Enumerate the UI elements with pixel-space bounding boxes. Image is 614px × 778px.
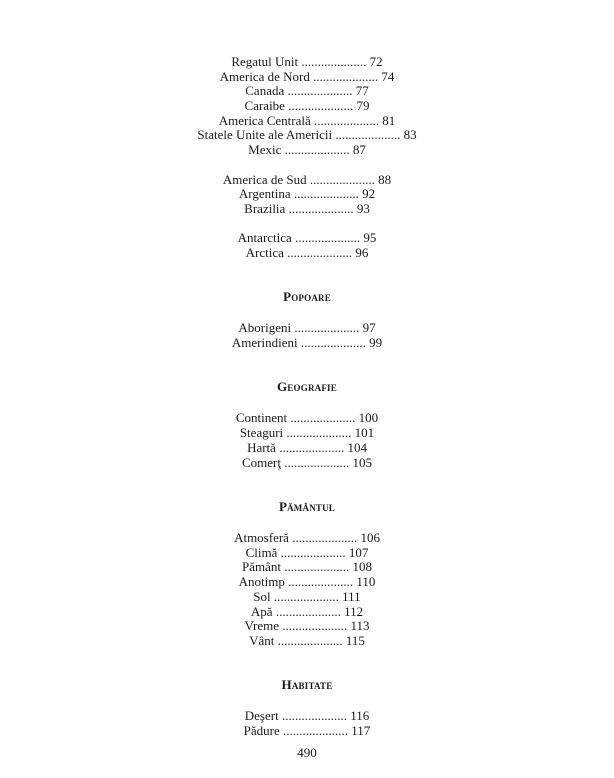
index-entry (0, 530, 614, 545)
index-entry (0, 127, 614, 142)
index-entry (0, 455, 614, 470)
entry-leader: .................... (293, 186, 359, 201)
entry-page: 99 (369, 335, 383, 350)
entry-leader: .................... (290, 410, 356, 425)
entry-name: Apă (250, 604, 273, 619)
entry-leader: .................... (301, 54, 367, 69)
entry-name: Comerţ (242, 455, 281, 470)
entry-name: Arctica (245, 245, 284, 260)
entry-name: Climă (245, 545, 278, 560)
index-entry (0, 633, 614, 648)
entry-page: 117 (351, 723, 371, 738)
entry-name: Aborigeni (238, 320, 292, 335)
entry-page: 97 (362, 320, 376, 335)
entry-page: 116 (350, 708, 370, 723)
entry-name: Regatul Unit (231, 54, 299, 69)
entry-name: Mexic (248, 142, 282, 157)
entry-leader: .................... (287, 245, 353, 260)
index-entry (0, 589, 614, 604)
entry-page: 106 (360, 530, 380, 545)
entry-page: 108 (352, 559, 372, 574)
entry-leader: .................... (309, 172, 375, 187)
entry-page: 92 (362, 186, 376, 201)
entry-page: 81 (382, 113, 396, 128)
page-number: 490 (297, 745, 317, 760)
index-entry (0, 574, 614, 589)
entry-page: 93 (356, 201, 370, 216)
entry-leader: .................... (279, 440, 345, 455)
entry-leader: .................... (292, 530, 358, 545)
entry-leader: .................... (280, 545, 346, 560)
entry-page: 111 (342, 589, 361, 604)
entry-page: 107 (348, 545, 369, 560)
section-heading: Habitate (281, 677, 333, 692)
entry-leader: .................... (281, 708, 347, 723)
index-entry (0, 186, 614, 201)
entry-page: 100 (358, 410, 379, 425)
index-entry (0, 545, 614, 560)
entry-name: Continent (235, 410, 288, 425)
entry-name: Argentina (238, 186, 291, 201)
entry-page: 112 (344, 604, 364, 619)
index-entry (0, 142, 614, 157)
entry-leader: .................... (335, 127, 401, 142)
entry-leader: .................... (284, 455, 350, 470)
entry-leader: .................... (284, 142, 350, 157)
index-entry (0, 113, 614, 128)
section-heading: Popoare (283, 289, 331, 304)
entry-leader: .................... (284, 559, 350, 574)
entry-page: 88 (378, 172, 392, 187)
entry-name: Pădure (243, 723, 280, 738)
entry-leader: .................... (287, 83, 353, 98)
entry-name: Sol (253, 589, 271, 604)
index-entry (0, 708, 614, 723)
entry-name: Deşert (244, 708, 279, 723)
index-entry (0, 723, 614, 738)
entry-leader: .................... (295, 230, 361, 245)
entry-leader: .................... (283, 723, 349, 738)
index-entry (0, 98, 614, 113)
index-entry (0, 618, 614, 633)
entry-page: 113 (350, 618, 370, 633)
section-heading: Pământul (278, 499, 336, 514)
entry-name: America de Nord (219, 69, 310, 84)
entry-name: America Centrală (218, 113, 311, 128)
entry-leader: .................... (277, 633, 343, 648)
index-entry (0, 425, 614, 440)
index-entry (0, 83, 614, 98)
entry-leader: .................... (313, 69, 379, 84)
entry-name: Amerindieni (231, 335, 298, 350)
entry-name: Brazilia (244, 201, 286, 216)
entry-page: 83 (403, 127, 417, 142)
index-entry (0, 201, 614, 216)
entry-page: 96 (355, 245, 369, 260)
entry-name: Pământ (242, 559, 281, 574)
index-entry (0, 54, 614, 69)
entry-name: Steaguri (239, 425, 284, 440)
entry-name: Antarctica (237, 230, 292, 245)
entry-leader: .................... (300, 335, 366, 350)
entry-leader: .................... (273, 589, 339, 604)
index-entry (0, 440, 614, 455)
entry-page: 105 (352, 455, 372, 470)
entry-leader: .................... (275, 604, 341, 619)
entry-name: Hartă (247, 440, 276, 455)
entry-leader: .................... (294, 320, 360, 335)
entry-name: Vânt (249, 633, 275, 648)
index-entry (0, 69, 614, 84)
index-entry (0, 172, 614, 187)
index-entry (0, 230, 614, 245)
entry-page: 110 (356, 574, 376, 589)
entry-page: 74 (381, 69, 395, 84)
entry-leader: .................... (314, 113, 380, 128)
entry-leader: .................... (288, 98, 354, 113)
section-heading: Geografie (277, 379, 337, 394)
entry-name: Caraibe (244, 98, 285, 113)
index-entry (0, 559, 614, 574)
index-entry (0, 335, 614, 350)
index-entry (0, 410, 614, 425)
entry-page: 77 (355, 83, 369, 98)
entry-leader: .................... (286, 425, 352, 440)
entry-page: 104 (347, 440, 367, 455)
entry-page: 115 (345, 633, 365, 648)
entry-name: America de Sud (222, 172, 307, 187)
entry-name: Canada (245, 83, 285, 98)
entry-page: 87 (352, 142, 366, 157)
entry-name: Anotimp (238, 574, 285, 589)
index-entry (0, 320, 614, 335)
entry-page: 95 (363, 230, 377, 245)
entry-name: Atmosferă (234, 530, 289, 545)
entry-name: Vreme (244, 618, 280, 633)
entry-page: 101 (354, 425, 375, 440)
entry-name: Statele Unite ale Americii (197, 127, 333, 142)
entry-page: 79 (356, 98, 370, 113)
index-entry (0, 604, 614, 619)
index-entry (0, 245, 614, 260)
entry-page: 72 (369, 54, 383, 69)
entry-leader: .................... (288, 201, 354, 216)
entry-leader: .................... (288, 574, 354, 589)
entry-leader: .................... (282, 618, 348, 633)
